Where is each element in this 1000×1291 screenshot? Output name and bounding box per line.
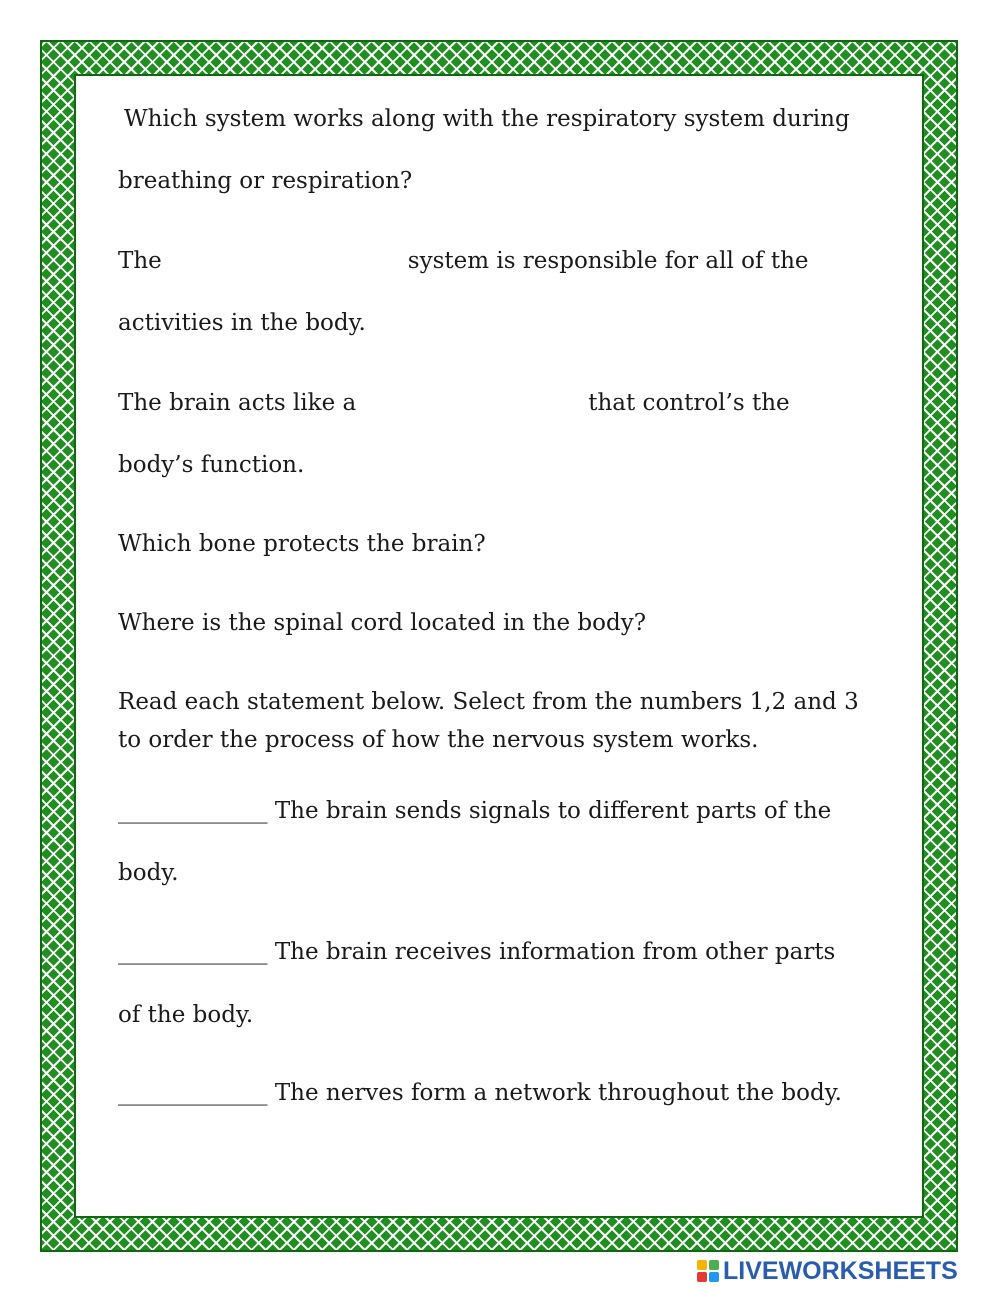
statement-3-text: The nerves form a network throughout the body. [274,1080,842,1106]
statement-2-text: The brain receives information from other parts [274,939,836,965]
statement-2-line-1 [118,939,835,965]
question-3-prefix: The brain acts like a [118,390,357,416]
question-1-line-2: breathing or respiration? [118,168,413,194]
liveworksheets-logo [697,1257,958,1285]
statement-1-line-1 [118,798,831,824]
logo-text: LIVEWORKSHEETS [723,1256,958,1285]
instructions-line-2: to order the process of how the nervous system works. [118,727,759,753]
question-2-suffix: system is responsible for all of the [407,248,809,274]
statement-1-text: The brain sends signals to different parts of the [274,798,832,824]
question-4: Which bone protects the brain? [118,531,486,557]
question-3-line-1 [118,390,790,416]
statement-2-line-2: of the body. [118,1002,254,1028]
logo-mark-icon [697,1260,719,1282]
question-5: Where is the spinal cord located in the body? [118,610,647,636]
decorative-border [40,40,958,1252]
question-3-suffix: that control’s the [588,390,790,416]
statement-3-line-1 [118,1080,842,1106]
question-2-line-1 [118,248,809,274]
statement-1-line-2: body. [118,860,179,886]
question-2-prefix: The [118,248,162,274]
question-3-line-2: body’s function. [118,452,305,478]
question-2-line-2: activities in the body. [118,310,366,336]
order-blank-2[interactable]: _____________ [118,939,268,965]
instructions-line-1: Read each statement below. Select from the numbers 1,2 and 3 [118,689,859,715]
order-blank-1[interactable]: _____________ [118,798,268,824]
order-blank-3[interactable]: _____________ [118,1080,268,1106]
question-1-line-1: Which system works along with the respiratory system during [124,106,850,132]
